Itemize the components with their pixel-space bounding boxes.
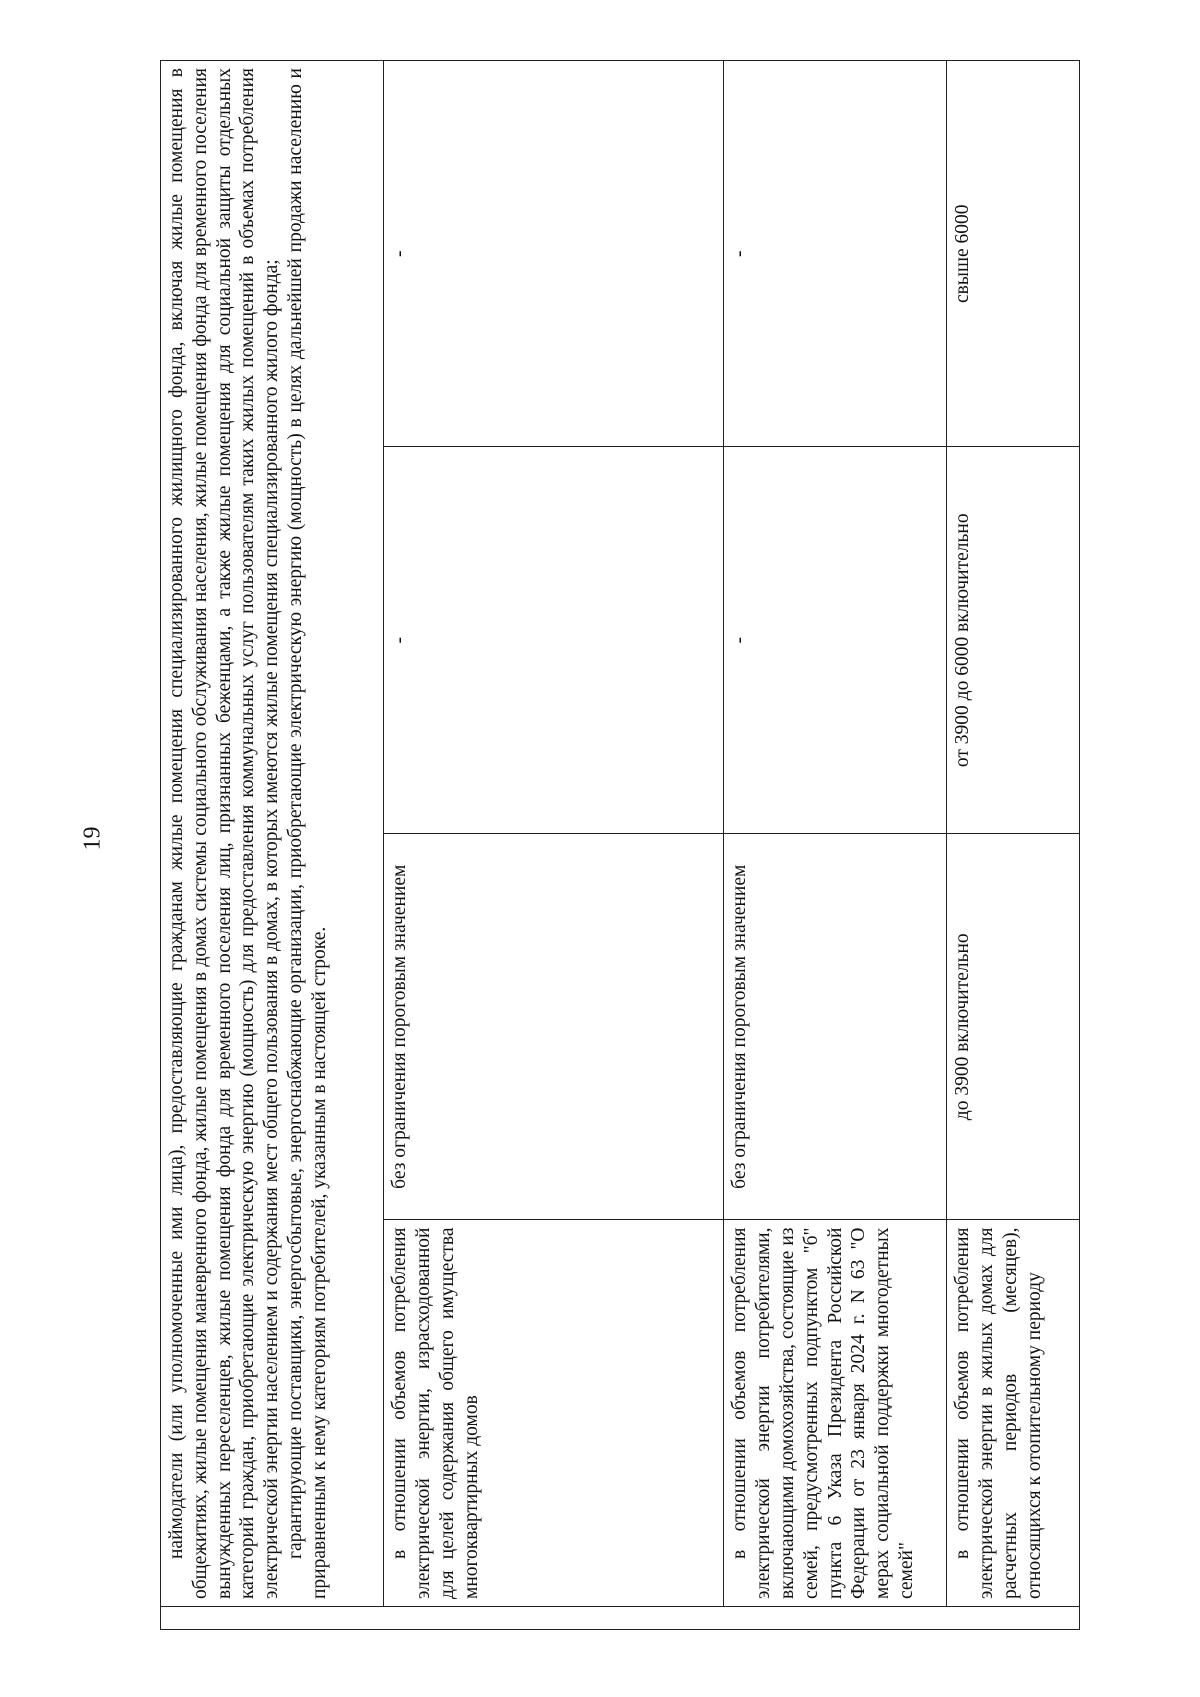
threshold-cell-3: - xyxy=(724,61,947,448)
tariff-table xyxy=(160,60,1080,1630)
intro-paragraph-2: гарантирующие поставщики, энергосбытовые, энергоснабжающие организации, приобретающие электрическую энергию (мощность) в целях дальнейшей продажи населению и приравненным к нему категориям потребителей, указанным в настоящей строке. xyxy=(284,68,330,1599)
threshold-cell-2: - xyxy=(384,447,724,834)
row-label: в отношении объемов потребления электрической энергии в жилых домах для расчетных периодов (месяцев), относящихся к отопительному периоду xyxy=(947,1220,1080,1607)
intro-paragraph-1: наймодатели (или уполномоченные ими лица), предоставляющие гражданам жилые помещения специализированного жилищного фонда, включая жилые помещения в общежитиях, жилые помещения маневренного фонда, жилые помещения в домах системы социального обслуживания населения, жилые помещения фонда для временного поселения вынужденных переселенцев, жилые помещения фонда для временного поселения лиц, признанных беженцами, а также жилые помещения для социальной защиты отдельных категорий граждан, приобретающие электрическую энергию (мощность) для предоставления коммунальных услуг пользователям таких жилых помещений в объемах потребления электрической энергии населением и содержания мест общего пользования в домах, в которых имеются жилые помещения специализированного жилого фонда; xyxy=(166,68,283,1599)
threshold-cell-2: от 3900 до 6000 включительно xyxy=(947,447,1080,834)
threshold-cell-1: без ограничения пороговым значением xyxy=(724,834,947,1221)
row-label: в отношении объемов потребления электрической энергии потребителями, включающими домохозяйства, состоящие из семей, предусмотренных подпунктом "б" пункта 6 Указа Президента Российской Федерации от 23 января 2024 г. N 63 "О мерах социальной поддержки многодетных семей" xyxy=(724,1220,947,1607)
threshold-cell-2: - xyxy=(724,447,947,834)
table-row xyxy=(384,61,724,1630)
table-row xyxy=(947,61,1080,1630)
intro-row xyxy=(161,61,384,1630)
threshold-cell-1: до 3900 включительно xyxy=(947,834,1080,1221)
rotated-table-container xyxy=(160,60,1080,1630)
row-label: в отношении объемов потребления электрической энергии, израсходованной для целей содержания общего имущества многоквартирных домов xyxy=(384,1220,724,1607)
threshold-cell-3: - xyxy=(384,61,724,448)
page-number: 19 xyxy=(79,826,106,851)
threshold-cell-3: свыше 6000 xyxy=(947,61,1080,448)
table-row xyxy=(724,61,947,1630)
left-margin-column xyxy=(161,1607,1080,1630)
threshold-cell-1: без ограничения пороговым значением xyxy=(384,834,724,1221)
intro-cell xyxy=(161,61,384,1607)
